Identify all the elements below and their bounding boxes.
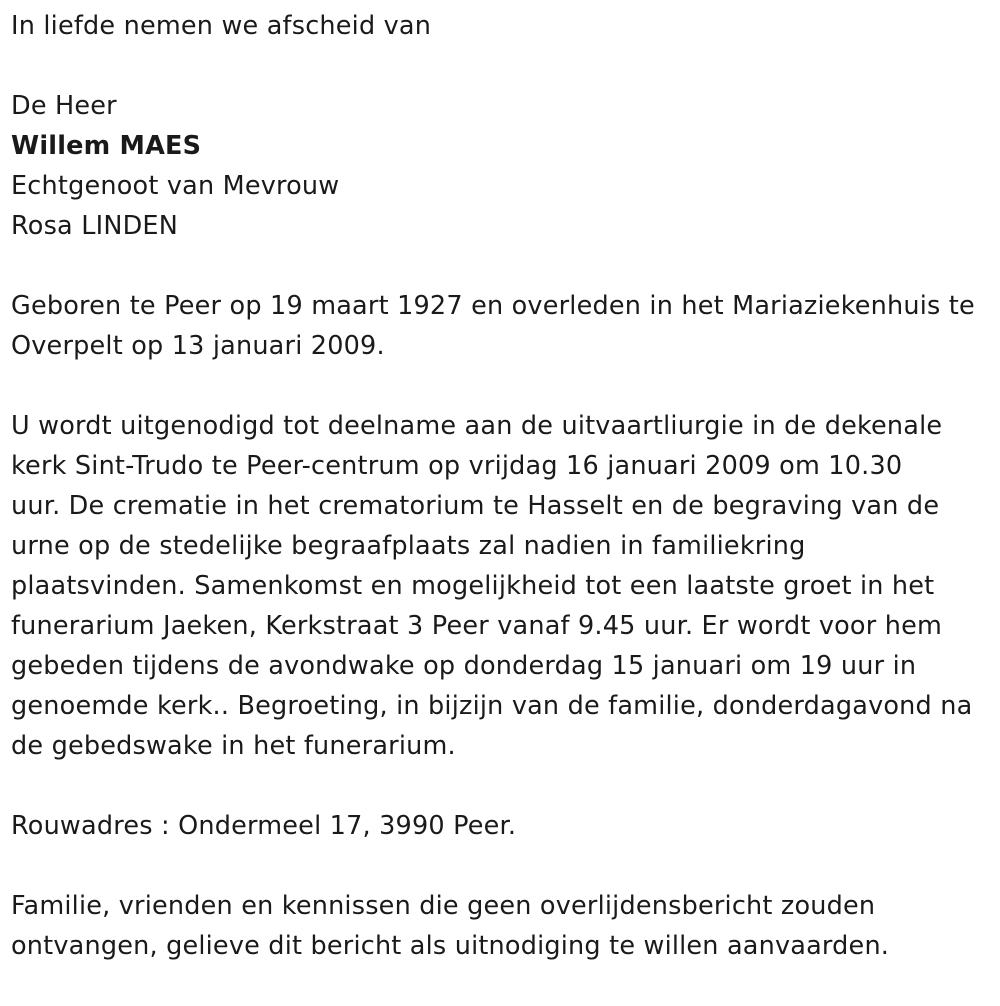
paragraph-line: U wordt uitgenodigd tot deelname aan de uitvaartliurgie in de dekenale xyxy=(11,411,943,441)
mourning-address: Rouwadres : Ondermeel 17, 3990 Peer. xyxy=(11,811,517,841)
paragraph-line: Familie, vrienden en kennissen die geen overlijdensbericht zouden xyxy=(11,891,876,921)
paragraph-line: urne op de stedelijke begraafplaats zal nadien in familiekring xyxy=(11,531,806,561)
paragraph-line: uur. De crematie in het crematorium te Hasselt en de begraving van de xyxy=(11,491,940,521)
paragraph-line: Geboren te Peer op 19 maart 1927 en overleden in het Mariaziekenhuis te xyxy=(11,291,975,321)
spacer xyxy=(11,766,996,806)
paragraph-line: genoemde kerk.. Begroeting, in bijzijn van de familie, donderdagavond na xyxy=(11,691,973,721)
salutation: De Heer xyxy=(11,91,117,121)
paragraph-line: kerk Sint-Trudo te Peer-centrum op vrijdag 16 januari 2009 om 10.30 xyxy=(11,451,903,481)
paragraph-line: Overpelt op 13 januari 2009. xyxy=(11,331,385,361)
spacer xyxy=(11,46,996,86)
death-notice xyxy=(11,6,996,966)
intro-text: In liefde nemen we afscheid van xyxy=(11,11,432,41)
paragraph-line: plaatsvinden. Samenkomst en mogelijkheid tot een laatste groet in het xyxy=(11,571,935,601)
paragraph-line: ontvangen, gelieve dit bericht als uitnodiging te willen aanvaarden. xyxy=(11,931,890,961)
spacer xyxy=(11,846,996,886)
spacer xyxy=(11,366,996,406)
spouse-name: Rosa LINDEN xyxy=(11,211,179,241)
paragraph-line: gebeden tijdens de avondwake op donderdag 15 januari om 19 uur in xyxy=(11,651,917,681)
closing-paragraph xyxy=(11,886,996,966)
deceased-name: Willem MAES xyxy=(11,131,202,161)
birth-death-paragraph xyxy=(11,286,996,366)
paragraph-line: funerarium Jaeken, Kerkstraat 3 Peer vanaf 9.45 uur. Er wordt voor hem xyxy=(11,611,943,641)
spacer xyxy=(11,246,996,286)
funeral-details-paragraph xyxy=(11,406,996,766)
spouse-relation: Echtgenoot van Mevrouw xyxy=(11,171,340,201)
paragraph-line: de gebedswake in het funerarium. xyxy=(11,731,456,761)
